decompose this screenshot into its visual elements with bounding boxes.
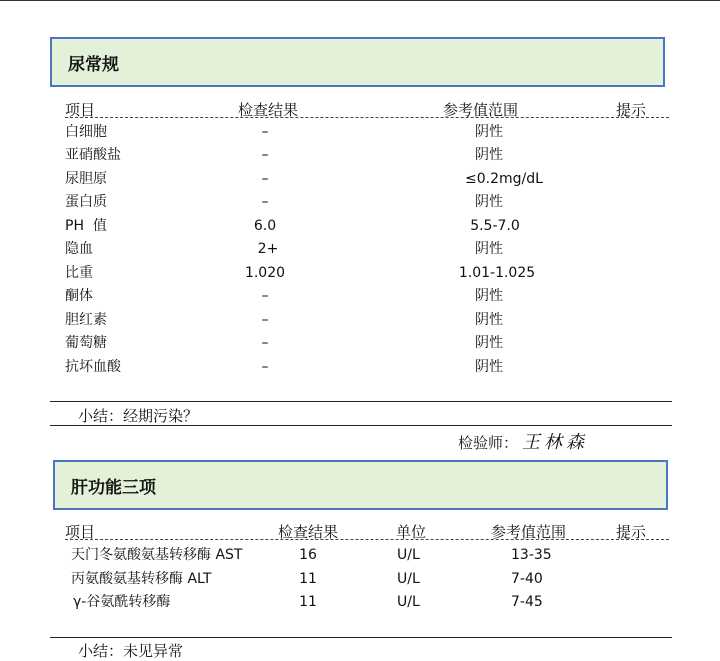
row-reference: 阴性 bbox=[475, 147, 503, 163]
row-item: 隐血 bbox=[65, 241, 93, 257]
urinalysis-title: 尿常规 bbox=[68, 54, 119, 75]
row-result: – bbox=[261, 194, 269, 210]
liver-title: 肝功能三项 bbox=[71, 477, 156, 498]
row-result: 6.0 bbox=[253, 218, 277, 234]
row-reference: 5.5-7.0 bbox=[470, 218, 520, 234]
urinalysis-summary: 小结：经期污染？ bbox=[78, 407, 199, 425]
row-result: – bbox=[261, 288, 269, 304]
row-item: 酮体 bbox=[65, 288, 93, 304]
liver-header-result: 检查结果 bbox=[278, 523, 339, 541]
row-result: 1.020 bbox=[244, 265, 286, 281]
urinalysis-header-reference: 参考值范围 bbox=[443, 101, 519, 119]
row-reference: 阴性 bbox=[475, 359, 503, 375]
row-result: – bbox=[261, 171, 269, 187]
row-item: 亚硝酸盐 bbox=[65, 147, 121, 163]
inspector-signature: 王林森 bbox=[522, 432, 589, 453]
urinalysis-header-underline bbox=[65, 117, 669, 118]
urinalysis-summary-bottom-rule bbox=[50, 425, 672, 426]
row-reference: 13-35 bbox=[511, 547, 552, 563]
liver-header-item: 项目 bbox=[65, 523, 96, 541]
row-reference: 7-40 bbox=[511, 571, 543, 587]
inspector-line bbox=[458, 428, 588, 454]
liver-header-reference: 参考值范围 bbox=[491, 523, 567, 541]
row-item: γ-谷氨酰转移酶 bbox=[73, 594, 171, 610]
row-result: – bbox=[261, 359, 269, 375]
row-reference: 阴性 bbox=[475, 241, 503, 257]
row-reference: 阴性 bbox=[475, 194, 503, 210]
row-reference: 阴性 bbox=[475, 124, 503, 140]
urinalysis-header-hint: 提示 bbox=[616, 101, 647, 119]
row-reference: 阴性 bbox=[475, 312, 503, 328]
row-result: – bbox=[261, 124, 269, 140]
urinalysis-summary-top-rule bbox=[50, 401, 672, 402]
row-item: 抗坏血酸 bbox=[65, 359, 121, 375]
row-reference: 7-45 bbox=[511, 594, 543, 610]
row-result: 2+ bbox=[257, 241, 279, 257]
row-item: 天门冬氨酸氨基转移酶 AST bbox=[71, 547, 243, 563]
row-item: 蛋白质 bbox=[65, 194, 107, 210]
page-top-rule bbox=[0, 0, 720, 1]
row-item: 丙氨酸氨基转移酶 ALT bbox=[71, 571, 212, 587]
row-item: 葡萄糖 bbox=[65, 335, 107, 351]
liver-header-underline bbox=[65, 539, 669, 540]
row-result: – bbox=[261, 147, 269, 163]
row-result: 16 bbox=[299, 547, 317, 563]
inspector-label: 检验师： bbox=[458, 434, 519, 452]
urinalysis-section-header bbox=[50, 37, 665, 87]
urinalysis-header-item: 项目 bbox=[65, 101, 96, 119]
row-result: – bbox=[261, 335, 269, 351]
row-reference: ≤0.2mg/dL bbox=[465, 171, 543, 187]
row-reference: 阴性 bbox=[475, 335, 503, 351]
row-item: 胆红素 bbox=[65, 312, 107, 328]
row-unit: U/L bbox=[397, 547, 420, 563]
urinalysis-header-result: 检查结果 bbox=[238, 101, 299, 119]
row-result: 11 bbox=[299, 571, 317, 587]
row-item: 尿胆原 bbox=[65, 171, 107, 187]
row-item: PH 值 bbox=[65, 218, 107, 234]
row-unit: U/L bbox=[397, 594, 420, 610]
liver-header-hint: 提示 bbox=[616, 523, 647, 541]
liver-summary-top-rule bbox=[50, 637, 672, 638]
row-result: – bbox=[261, 312, 269, 328]
row-reference: 1.01-1.025 bbox=[458, 265, 536, 281]
liver-header-unit: 单位 bbox=[396, 523, 427, 541]
row-item: 白细胞 bbox=[65, 124, 107, 140]
row-reference: 阴性 bbox=[475, 288, 503, 304]
row-unit: U/L bbox=[397, 571, 420, 587]
liver-section-header bbox=[53, 460, 668, 510]
row-item: 比重 bbox=[65, 265, 93, 281]
liver-summary: 小结：未见异常 bbox=[78, 642, 184, 660]
row-result: 11 bbox=[299, 594, 317, 610]
